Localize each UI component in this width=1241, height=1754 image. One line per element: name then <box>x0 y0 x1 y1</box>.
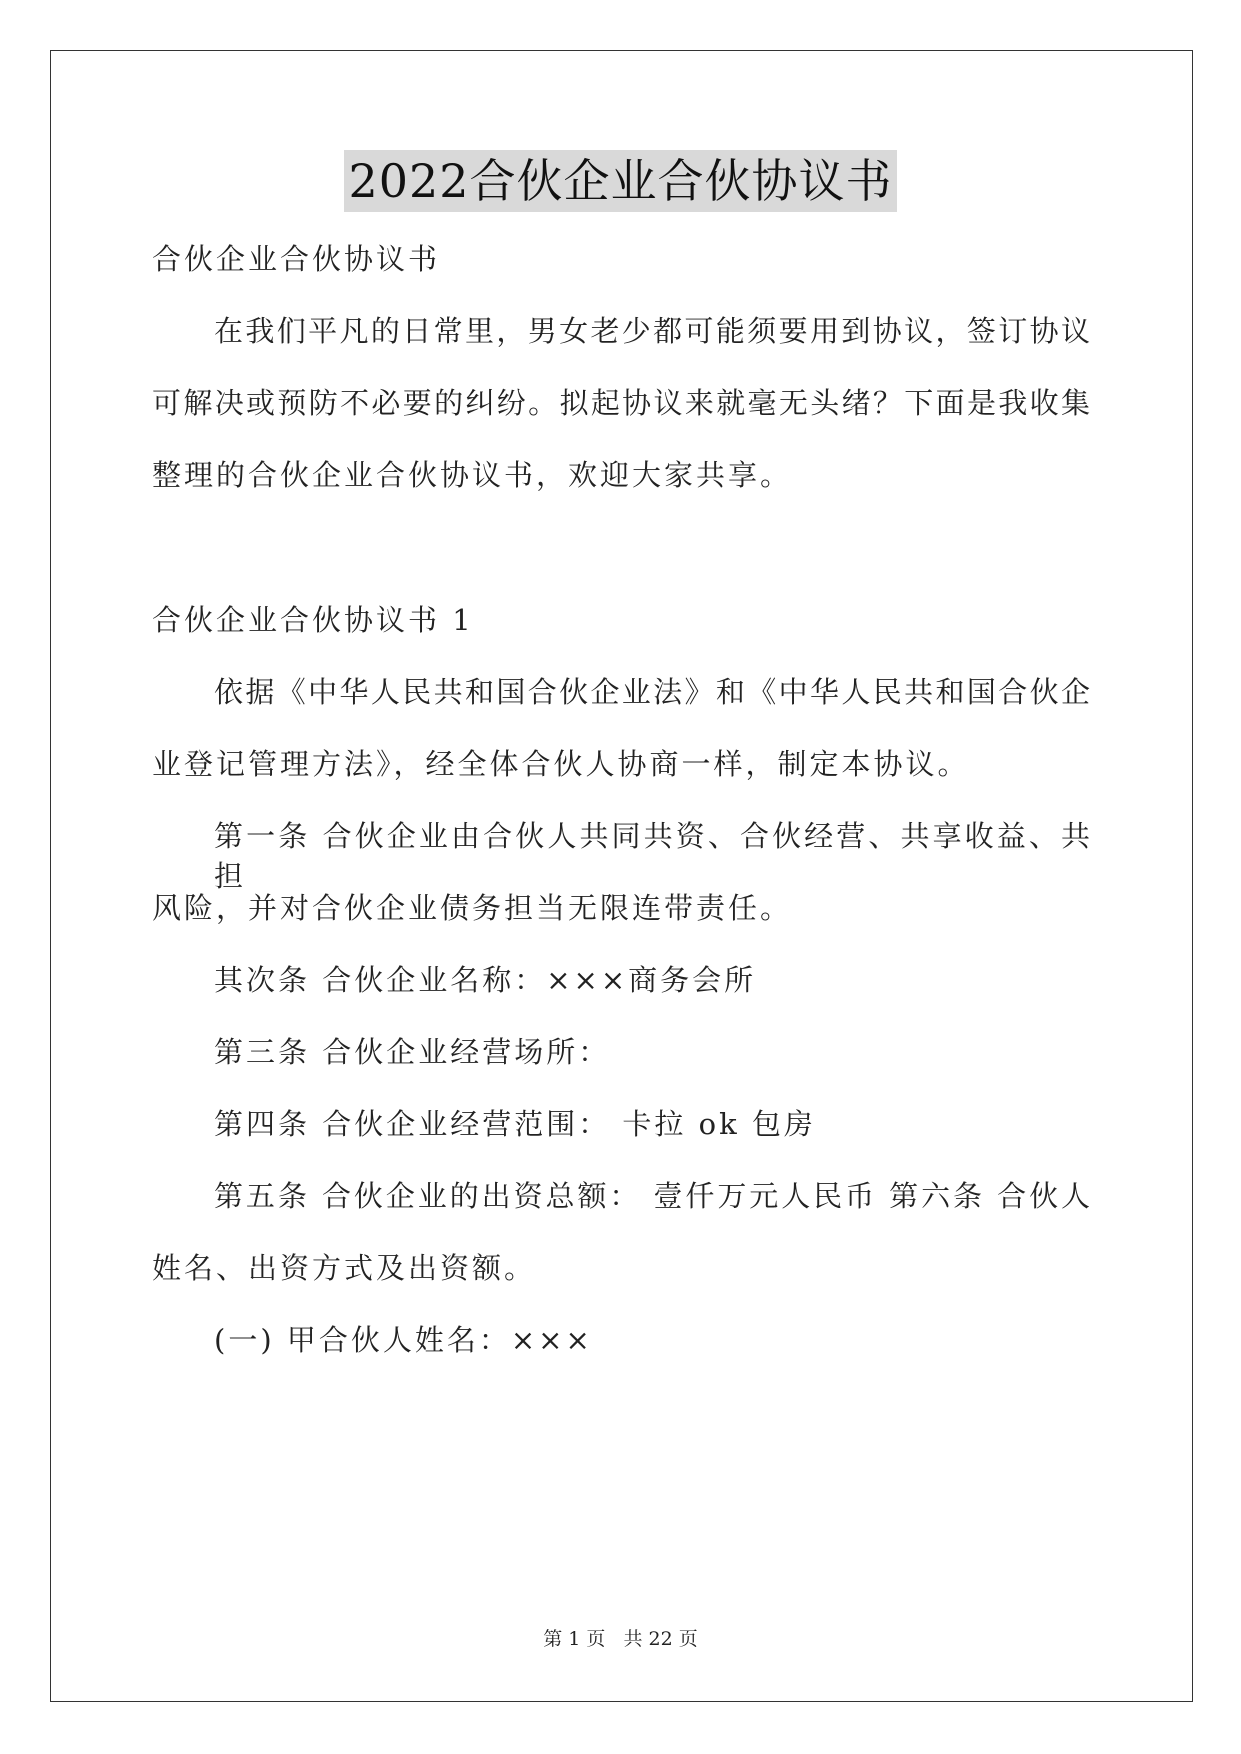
article-5-6-line-1: 第五条 合伙企业的出资总额： 壹仟万元人民币 第六条 合伙人 <box>214 1179 1092 1213</box>
page-total: 共 22 页 <box>623 1628 698 1650</box>
intro-line-2: 可解决或预防不必要的纠纷。拟起协议来就毫无头绪？下面是我收集 <box>152 386 1092 420</box>
article-1-line-1: 第一条 合伙企业由合伙人共同共资、合伙经营、共享收益、共担 <box>214 819 1092 893</box>
article-4: 第四条 合伙企业经营范围： 卡拉 ok 包房 <box>214 1107 816 1141</box>
page-current: 第 1 页 <box>543 1628 606 1650</box>
document-subtitle: 合伙企业合伙协议书 <box>152 242 441 276</box>
article-3: 第三条 合伙企业经营场所： <box>214 1035 611 1069</box>
page-footer <box>0 1626 1241 1652</box>
body-line-2: 业登记管理方法》，经全体合伙人协商一样，制定本协议。 <box>152 747 970 781</box>
title-container <box>0 150 1241 212</box>
article-1-line-2: 风险，并对合伙企业债务担当无限连带责任。 <box>152 891 793 925</box>
intro-line-1: 在我们平凡的日常里，男女老少都可能须要用到协议，签订协议 <box>214 314 1092 348</box>
section-heading: 合伙企业合伙协议书 1 <box>152 603 474 637</box>
body-line-1: 依据《中华人民共和国合伙企业法》和《中华人民共和国合伙企 <box>214 675 1092 709</box>
intro-line-3: 整理的合伙企业合伙协议书，欢迎大家共享。 <box>152 458 793 492</box>
partner-a-name: (一) 甲合伙人姓名：××× <box>214 1323 593 1357</box>
document-title: 2022合伙企业合伙协议书 <box>344 150 896 212</box>
article-6-line-2: 姓名、出资方式及出资额。 <box>152 1251 537 1285</box>
article-2: 其次条 合伙企业名称：×××商务会所 <box>214 963 757 997</box>
